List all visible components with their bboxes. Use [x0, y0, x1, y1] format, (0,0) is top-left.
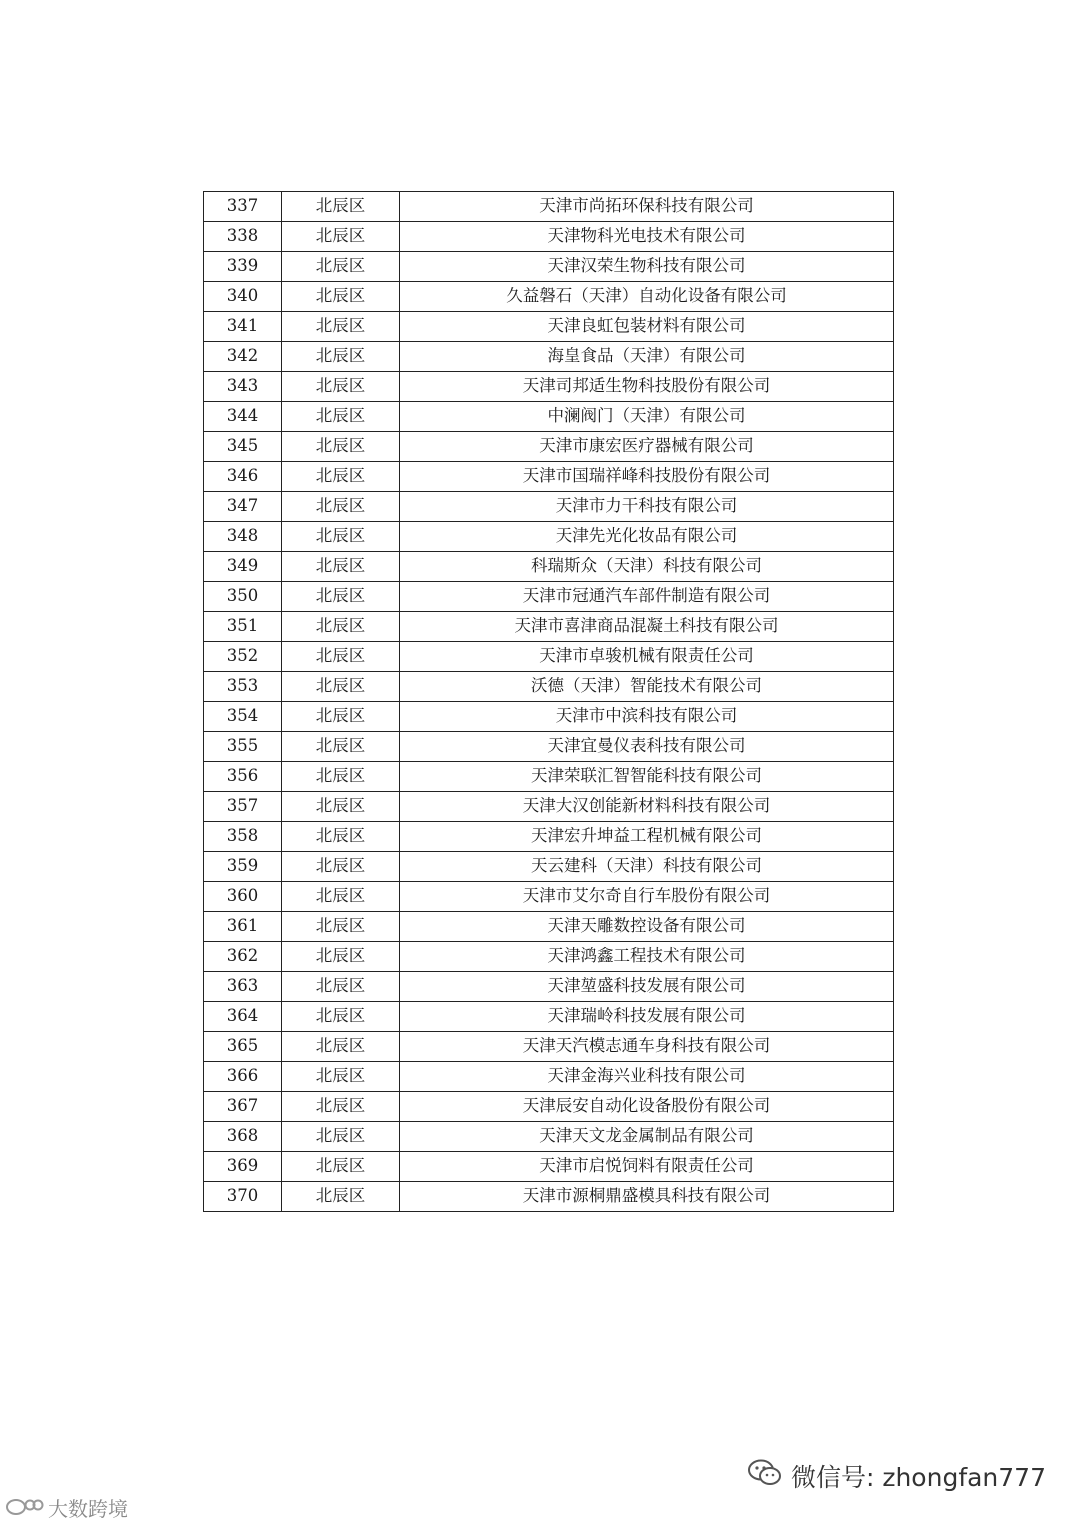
table-row: [204, 462, 894, 492]
company-name-cell: 天津天雕数控设备有限公司: [400, 912, 894, 942]
district-cell: 北辰区: [282, 1122, 400, 1152]
table-row: [204, 912, 894, 942]
table-row: [204, 552, 894, 582]
district-cell: 北辰区: [282, 792, 400, 822]
district-cell: 北辰区: [282, 972, 400, 1002]
row-number-cell: 368: [204, 1122, 282, 1152]
row-number-cell: 370: [204, 1182, 282, 1212]
table-row: [204, 402, 894, 432]
company-name-cell: 天津市启悦饲料有限责任公司: [400, 1152, 894, 1182]
row-number-cell: 360: [204, 882, 282, 912]
table-row: [204, 1002, 894, 1032]
row-number-cell: 363: [204, 972, 282, 1002]
table-row: [204, 1122, 894, 1152]
district-cell: 北辰区: [282, 822, 400, 852]
table-row: [204, 792, 894, 822]
row-number-cell: 344: [204, 402, 282, 432]
district-cell: 北辰区: [282, 552, 400, 582]
table-row: [204, 522, 894, 552]
table-row: [204, 192, 894, 222]
row-number-cell: 346: [204, 462, 282, 492]
table-row: [204, 822, 894, 852]
row-number-cell: 341: [204, 312, 282, 342]
row-number-cell: 357: [204, 792, 282, 822]
table-row: [204, 612, 894, 642]
row-number-cell: 340: [204, 282, 282, 312]
company-name-cell: 天津金海兴业科技有限公司: [400, 1062, 894, 1092]
row-number-cell: 353: [204, 672, 282, 702]
company-name-cell: 天云建科（天津）科技有限公司: [400, 852, 894, 882]
district-cell: 北辰区: [282, 702, 400, 732]
district-cell: 北辰区: [282, 1032, 400, 1062]
district-cell: 北辰区: [282, 192, 400, 222]
wechat-icon: [747, 1458, 783, 1494]
company-name-cell: 海皇食品（天津）有限公司: [400, 342, 894, 372]
table-row: [204, 702, 894, 732]
company-name-cell: 天津大汉创能新材料科技有限公司: [400, 792, 894, 822]
row-number-cell: 350: [204, 582, 282, 612]
table-row: [204, 222, 894, 252]
district-cell: 北辰区: [282, 432, 400, 462]
table-row: [204, 882, 894, 912]
district-cell: 北辰区: [282, 852, 400, 882]
row-number-cell: 351: [204, 612, 282, 642]
company-name-cell: 久益磐石（天津）自动化设备有限公司: [400, 282, 894, 312]
district-cell: 北辰区: [282, 942, 400, 972]
row-number-cell: 358: [204, 822, 282, 852]
row-number-cell: 352: [204, 642, 282, 672]
district-cell: 北辰区: [282, 1182, 400, 1212]
row-number-cell: 366: [204, 1062, 282, 1092]
table-row: [204, 1092, 894, 1122]
table-row: [204, 372, 894, 402]
district-cell: 北辰区: [282, 762, 400, 792]
row-number-cell: 338: [204, 222, 282, 252]
district-cell: 北辰区: [282, 882, 400, 912]
district-cell: 北辰区: [282, 252, 400, 282]
company-name-cell: 天津司邦适生物科技股份有限公司: [400, 372, 894, 402]
table-row: [204, 582, 894, 612]
district-cell: 北辰区: [282, 492, 400, 522]
district-cell: 北辰区: [282, 342, 400, 372]
company-name-cell: 天津宏升坤益工程机械有限公司: [400, 822, 894, 852]
row-number-cell: 347: [204, 492, 282, 522]
company-name-cell: 天津市卓骏机械有限责任公司: [400, 642, 894, 672]
district-cell: 北辰区: [282, 372, 400, 402]
company-name-cell: 中澜阀门（天津）有限公司: [400, 402, 894, 432]
district-cell: 北辰区: [282, 612, 400, 642]
district-cell: 北辰区: [282, 1062, 400, 1092]
row-number-cell: 354: [204, 702, 282, 732]
company-name-cell: 天津市康宏医疗器械有限公司: [400, 432, 894, 462]
district-cell: 北辰区: [282, 912, 400, 942]
row-number-cell: 364: [204, 1002, 282, 1032]
table-row: [204, 642, 894, 672]
row-number-cell: 355: [204, 732, 282, 762]
weibo-icon: [4, 1493, 44, 1522]
company-name-cell: 天津市艾尔奇自行车股份有限公司: [400, 882, 894, 912]
row-number-cell: 342: [204, 342, 282, 372]
district-cell: 北辰区: [282, 1092, 400, 1122]
table-row: [204, 252, 894, 282]
company-name-cell: 天津市源桐鼎盛模具科技有限公司: [400, 1182, 894, 1212]
district-cell: 北辰区: [282, 1002, 400, 1032]
table-row: [204, 762, 894, 792]
row-number-cell: 349: [204, 552, 282, 582]
table-row: [204, 432, 894, 462]
row-number-cell: 369: [204, 1152, 282, 1182]
row-number-cell: 367: [204, 1092, 282, 1122]
row-number-cell: 339: [204, 252, 282, 282]
company-name-cell: 天津堃盛科技发展有限公司: [400, 972, 894, 1002]
table-row: [204, 492, 894, 522]
table-row: [204, 312, 894, 342]
table-row: [204, 282, 894, 312]
row-number-cell: 348: [204, 522, 282, 552]
district-cell: 北辰区: [282, 462, 400, 492]
table-row: [204, 1032, 894, 1062]
table-row: [204, 732, 894, 762]
district-cell: 北辰区: [282, 642, 400, 672]
row-number-cell: 362: [204, 942, 282, 972]
table-row: [204, 342, 894, 372]
row-number-cell: 356: [204, 762, 282, 792]
company-name-cell: 科瑞斯众（天津）科技有限公司: [400, 552, 894, 582]
company-name-cell: 天津良虹包装材料有限公司: [400, 312, 894, 342]
company-name-cell: 天津市力干科技有限公司: [400, 492, 894, 522]
district-cell: 北辰区: [282, 312, 400, 342]
company-list-table: [203, 191, 894, 1212]
row-number-cell: 343: [204, 372, 282, 402]
row-number-cell: 359: [204, 852, 282, 882]
table-body: [204, 192, 894, 1212]
company-name-cell: 天津市喜津商品混凝土科技有限公司: [400, 612, 894, 642]
company-name-cell: 天津市国瑞祥峰科技股份有限公司: [400, 462, 894, 492]
row-number-cell: 365: [204, 1032, 282, 1062]
district-cell: 北辰区: [282, 222, 400, 252]
table-row: [204, 1062, 894, 1092]
company-name-cell: 天津辰安自动化设备股份有限公司: [400, 1092, 894, 1122]
company-name-cell: 天津宜曼仪表科技有限公司: [400, 732, 894, 762]
table-row: [204, 1152, 894, 1182]
table-row: [204, 1182, 894, 1212]
company-name-cell: 天津荣联汇智智能科技有限公司: [400, 762, 894, 792]
row-number-cell: 345: [204, 432, 282, 462]
table-row: [204, 972, 894, 1002]
table-row: [204, 942, 894, 972]
company-name-cell: 天津瑞岭科技发展有限公司: [400, 1002, 894, 1032]
company-name-cell: 天津鸿鑫工程技术有限公司: [400, 942, 894, 972]
company-name-cell: 天津天汽模志通车身科技有限公司: [400, 1032, 894, 1062]
district-cell: 北辰区: [282, 672, 400, 702]
row-number-cell: 337: [204, 192, 282, 222]
wechat-id-text: 微信号: zhongfan777: [790, 1463, 1046, 1492]
table-row: [204, 672, 894, 702]
district-cell: 北辰区: [282, 1152, 400, 1182]
company-name-cell: 天津先光化妆品有限公司: [400, 522, 894, 552]
company-name-cell: 天津天文龙金属制品有限公司: [400, 1122, 894, 1152]
company-name-cell: 天津市冠通汽车部件制造有限公司: [400, 582, 894, 612]
row-number-cell: 361: [204, 912, 282, 942]
company-name-cell: 天津汉荣生物科技有限公司: [400, 252, 894, 282]
district-cell: 北辰区: [282, 522, 400, 552]
company-name-cell: 天津市尚拓环保科技有限公司: [400, 192, 894, 222]
source-watermark: [4, 1493, 128, 1522]
company-name-cell: 天津物科光电技术有限公司: [400, 222, 894, 252]
district-cell: 北辰区: [282, 582, 400, 612]
company-name-cell: 沃德（天津）智能技术有限公司: [400, 672, 894, 702]
district-cell: 北辰区: [282, 282, 400, 312]
district-cell: 北辰区: [282, 402, 400, 432]
company-name-cell: 天津市中滨科技有限公司: [400, 702, 894, 732]
source-text: 大数跨境: [48, 1497, 128, 1521]
district-cell: 北辰区: [282, 732, 400, 762]
wechat-watermark: [747, 1458, 1046, 1494]
table-row: [204, 852, 894, 882]
